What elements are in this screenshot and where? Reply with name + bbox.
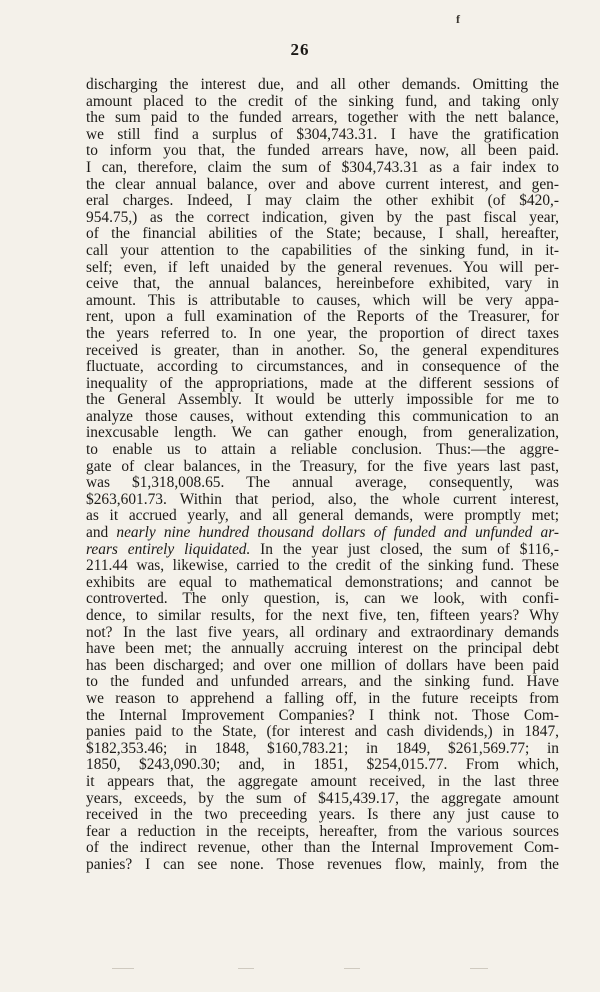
text-line: inexcusable length. We can gather enough, from generalization, — [86, 424, 559, 442]
text-line: gate of clear balances, in the Treasury, for the five years last past, — [86, 457, 559, 475]
text-line-italic-b — [86, 542, 559, 559]
text-line: dence, to similar results, for the next five, ten, fifteen years? Why — [86, 607, 559, 624]
text-line: fear a reduction in the receipts, hereafter, from the various sources — [86, 822, 559, 840]
italic-phrase: rears entirely liquidated. — [86, 540, 251, 558]
text-line: the sum paid to the funded arrears, together with the nett balance, — [86, 109, 559, 127]
text-line: to the funded and unfunded arrears, and the sinking fund. Have — [86, 673, 559, 691]
text-line: discharging the interest due, and all other demands. Omitting the — [86, 76, 559, 93]
text-line: the clear annual balance, over and above current interest, and gen- — [86, 175, 559, 193]
text-line: $182,353.46; in 1848, $160,783.21; in 1849, $261,569.77; in — [86, 739, 559, 757]
text-line: call your attention to the capabilities of the sinking fund, in it- — [86, 241, 559, 259]
footer-rule — [112, 968, 134, 969]
text-fragment: and — [86, 524, 117, 542]
text-line: controverted. The only question, is, can we look, with confi- — [86, 590, 559, 608]
italic-phrase: nearly nine hundred thousand dollars of funded and unfunded ar- — [116, 524, 559, 542]
text-line: the Internal Improvement Companies? I think not. Those Com- — [86, 706, 559, 724]
text-line: has been discharged; and over one million of dollars have been paid — [86, 656, 559, 674]
corner-mark: f — [456, 12, 460, 26]
text-line: as it accrued yearly, and all general demands, were promptly met; — [86, 507, 559, 525]
text-line: have been met; the annually accruing interest on the principal debt — [86, 640, 559, 658]
page-number: 26 — [290, 40, 310, 59]
text-line: the years referred to. In one year, the proportion of direct taxes — [86, 324, 559, 342]
text-line: $263,601.73. Within that period, also, the whole current interest, — [86, 490, 559, 508]
text-line: not? In the last five years, all ordinary and extraordinary demands — [86, 623, 559, 641]
footer-rule — [344, 968, 360, 969]
text-line: panies paid to the State, (for interest and cash dividends,) in 1847, — [86, 723, 559, 741]
text-line: exhibits are equal to mathematical demonstrations; and cannot be — [86, 573, 559, 591]
text-line: self; even, if left unaided by the general revenues. You will per- — [86, 258, 559, 276]
text-line: eral charges. Indeed, I may claim the other exhibit (of $420,- — [86, 192, 559, 210]
text-line: the General Assembly. It would be utterly impossible for me to — [86, 391, 559, 409]
text-line: we still find a surplus of $304,743.31. I have the gratification — [86, 125, 559, 143]
text-line: analyze those causes, without extending this communication to an — [86, 407, 559, 425]
text-line: it appears that, the aggregate amount received, in the last three — [86, 772, 559, 790]
text-line: of the financial abilities of the State; because, I shall, hereafter, — [86, 225, 559, 243]
text-line: ceive that, the annual balances, hereinbefore exhibited, vary in — [86, 275, 559, 293]
footer-rule — [238, 968, 254, 969]
text-line: received in the two preceeding years. Is there any just cause to — [86, 806, 559, 824]
text-line: received is greater, than in another. So, the general expenditures — [86, 341, 559, 359]
text-fragment: In the year just closed, the sum of $116,- — [250, 540, 559, 558]
text-line: was $1,318,008.65. The annual average, consequently, was — [86, 474, 559, 492]
text-line: fluctuate, according to circumstances, and in consequence of the — [86, 358, 559, 376]
text-line: amount placed to the credit of the sinking fund, and taking only — [86, 92, 559, 110]
text-line: 1850, $243,090.30; and, in 1851, $254,015.77. From which, — [86, 756, 559, 774]
body-text — [86, 77, 559, 874]
text-line: of the indirect revenue, other than the Internal Improvement Com- — [86, 839, 559, 857]
text-line: panies? I can see none. Those revenues flow, mainly, from the — [86, 855, 559, 873]
text-line: inequality of the appropriations, made at the different sessions of — [86, 374, 559, 392]
text-line: we reason to apprehend a falling off, in the future receipts from — [86, 689, 559, 707]
text-line: rent, upon a full examination of the Reports of the Treasurer, for — [86, 308, 559, 326]
text-line: 954.75,) as the correct indication, given by the past fiscal year, — [86, 208, 559, 226]
text-line: 211.44 was, likewise, carried to the credit of the sinking fund. These — [86, 557, 559, 575]
text-line: amount. This is attributable to causes, which will be very appa- — [86, 291, 559, 309]
text-line: I can, therefore, claim the sum of $304,743.31 as a fair index to — [86, 158, 559, 176]
text-line-italic-a — [86, 525, 559, 542]
text-line: to enable us to attain a reliable conclusion. Thus:—the aggre- — [86, 441, 559, 459]
text-line: to inform you that, the funded arrears have, now, all been paid. — [86, 142, 559, 160]
footer-rule — [470, 968, 488, 969]
text-line: years, exceeds, by the sum of $415,439.17, the aggregate amount — [86, 789, 559, 807]
